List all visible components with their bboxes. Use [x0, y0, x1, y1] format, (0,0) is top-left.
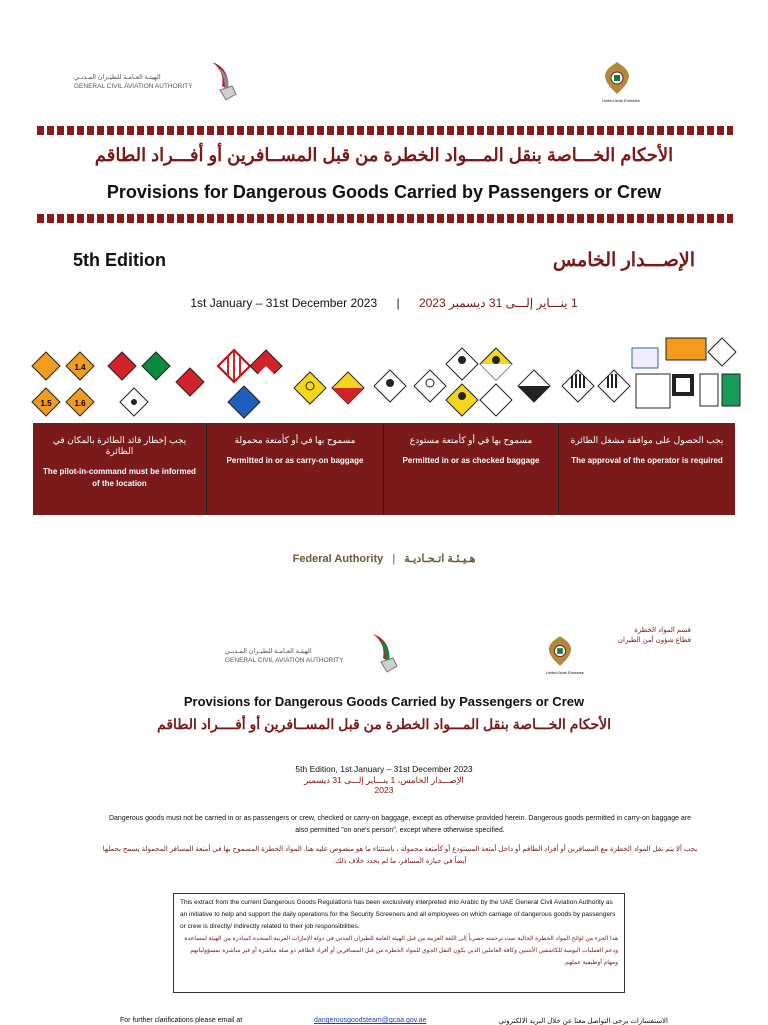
- p2-disclaimer-en: This extract from the current Dangerous Goods Regulations has been exclusively interpreted into Arabic by the UAE General Civil Aviation Authority as an initiative to help and support the daily operations for the Security Screeners and all employees on which carriage of dangerous goods by passengers or crew is directly/ indirectly related to their job responsibilities.: [180, 899, 616, 930]
- legend-carry-on-en: Permitted in or as carry-on baggage: [226, 456, 364, 465]
- legend-checked-ar: مسموح بها في أو كأمتعة مستودع: [409, 435, 533, 445]
- legend-checked-en: Permitted in or as checked baggage: [402, 456, 540, 465]
- p2-edition-ar-1: الإصـــدار الخامس، 1 ينـــاير إلـــى 31 ديسمبر: [304, 775, 464, 785]
- p2-uae-emblem: [546, 634, 582, 680]
- explosive-label-icon: [30, 350, 100, 420]
- legend-operator-ar: يجب الحصول على موافقة مشغل الطائرة: [570, 435, 724, 445]
- handling-labels-icon: [630, 334, 742, 416]
- gcaa-logo-en: GENERAL CIVIL AVIATION AUTHORITY: [74, 83, 193, 90]
- p2-disclaimer-box: [173, 893, 625, 993]
- legend-carry-on-ar: مسموح بها في أو كأمتعة محمولة: [234, 435, 356, 445]
- oxidizer-label-icon: [292, 370, 372, 406]
- gcaa-logo-ar: الهيئـة العـامـة للطيـران المـدنـي: [74, 74, 161, 81]
- p2-contact-en: For further clarifications please email at: [120, 1017, 243, 1024]
- federal-authority: [0, 552, 768, 565]
- federal-separator: |: [392, 553, 396, 565]
- p2-edition-en: 5th Edition, 1st January – 31st December 2023: [295, 764, 473, 774]
- date-separator: |: [396, 296, 400, 310]
- p2-gcaa-logo: [225, 644, 415, 680]
- hazard-labels-strip: [30, 332, 740, 422]
- federal-ar: هـيـئـة اتـحـاديـة: [404, 553, 476, 565]
- uae-emblem: [602, 60, 638, 106]
- p2-edition-ar-2: 2023: [374, 785, 394, 795]
- cover-title-en: Provisions for Dangerous Goods Carried by Passengers or Crew: [106, 182, 662, 202]
- p2-gcaa-logo-en: GENERAL CIVIL AVIATION AUTHORITY: [225, 657, 344, 664]
- legend-pilot-en: The pilot-in-command must be informed of the location: [43, 467, 196, 488]
- date-row: [0, 296, 768, 310]
- p2-paragraph-ar: يجب ألا يتم نقل المواد الخطرة مع المسافرين أو أفراد الطاقم أو داخل أمتعة المستودع أو كأمتعة محمولة ، باستثناء ما هو منصوص عليه هنا. المواد الخطرة المسموح بها في أمتعة المسافر المحمولة يسمح بحملها أيضاً في حيازة المسافر، ما لم يحدد خلاف ذلك.: [102, 846, 698, 865]
- legend-operator-en: The approval of the operator is required: [571, 456, 723, 465]
- dashed-divider-bottom: [37, 214, 733, 223]
- p2-falcon-icon: [365, 632, 401, 674]
- falcon-icon: [204, 60, 240, 102]
- p2-dept-line-1: قسم المواد الخطرة: [634, 627, 691, 634]
- flammable-label-icon: [214, 346, 304, 420]
- date-en: 1st January – 31st December 2023: [190, 296, 378, 310]
- date-ar: 1 ينـــاير إلـــى 31 ديسمبر 2023: [418, 296, 578, 310]
- p2-contact-email[interactable]: dangerousgoodsteam@gcaa.gov.ae: [314, 1017, 427, 1024]
- legend-pilot-ar: يجب إخطار قائد الطائرة بالمكان في الطائرة: [52, 435, 187, 456]
- legend-cell-carry-on: [207, 423, 383, 515]
- p2-contact-ar: الاستفسارات يرجى التواصل معنا عن خلال البريد الالكتروني: [498, 1018, 668, 1025]
- emblem-caption: United Arab Emirates: [602, 98, 640, 103]
- emblem-icon: [602, 60, 632, 96]
- edition-en: 5th Edition: [73, 250, 166, 270]
- dashed-divider-top: [37, 126, 733, 135]
- p2-paragraph-en: Dangerous goods must not be carried in or as passengers or crew, checked or carry-on baggage, except as otherwise provided herein. Dangerous goods permitted in carry-on baggage are also permitted "on one's person", except where otherwise specified.: [108, 815, 692, 834]
- p2-title-en: Provisions for Dangerous Goods Carried by Passengers or Crew: [183, 694, 585, 709]
- corrosive-label-icon: [516, 368, 552, 406]
- legend-cell-operator: [559, 423, 735, 515]
- gas-label-icon: [106, 350, 206, 420]
- misc-dangerous-label-icon: [560, 368, 632, 406]
- p2-emblem-icon: [546, 634, 574, 668]
- cover-title-ar: الأحكام الخـــاصة بنقل المـــواد الخطرة من قبل المســافرين أو أفـــراد الطاقم: [94, 145, 674, 165]
- p2-disclaimer-ar: هذا الجزء من لوائح المواد الخطرة الحالية تمت ترجمته حصرياً إلى اللغة العربية من قبل الهيئة العامة للطيران المدني في دولة الإمارات العربية المتحدة كمبادرة من الهيئة لمساعدة ودعم العمليات اليومية للكاشفين الأمنيين وكافة العاملين الذين يكون النقل الجوي للمواد الخطرة من قبل المسافرين أو أفراد الطاقم ذو صلة مباشرة أو غير مباشرة بمسؤولياتهم ومهام أوظيفية عملهم.: [184, 936, 618, 966]
- hazard-label-1-4: 1.4: [74, 363, 86, 372]
- hazard-label-1-6: 1.6: [74, 399, 86, 408]
- radioactive-label-icon: [444, 346, 516, 420]
- gcaa-logo: [74, 70, 244, 106]
- edition-ar: الإصـــدار الخامس: [552, 250, 695, 271]
- hazard-label-1-5: 1.5: [40, 399, 52, 408]
- p2-dept-line-2: قطاع شؤون أمن الطيران: [617, 637, 691, 644]
- legend-cell-checked: [384, 423, 558, 515]
- federal-en: Federal Authority: [292, 553, 384, 565]
- p2-department: [618, 626, 691, 646]
- toxic-label-icon: [372, 368, 452, 406]
- p2-title-ar: الأحكام الخـــاصة بنقل المـــواد الخطرة من قبل المســافرين أو أفــــراد الطاقم: [157, 716, 611, 732]
- p2-emblem-caption: United Arab Emirates: [546, 670, 584, 675]
- legend-cell-pilot: [33, 423, 206, 515]
- p2-gcaa-logo-ar: الهيئـة العـامـة للطيـران المـدنـي: [225, 648, 312, 655]
